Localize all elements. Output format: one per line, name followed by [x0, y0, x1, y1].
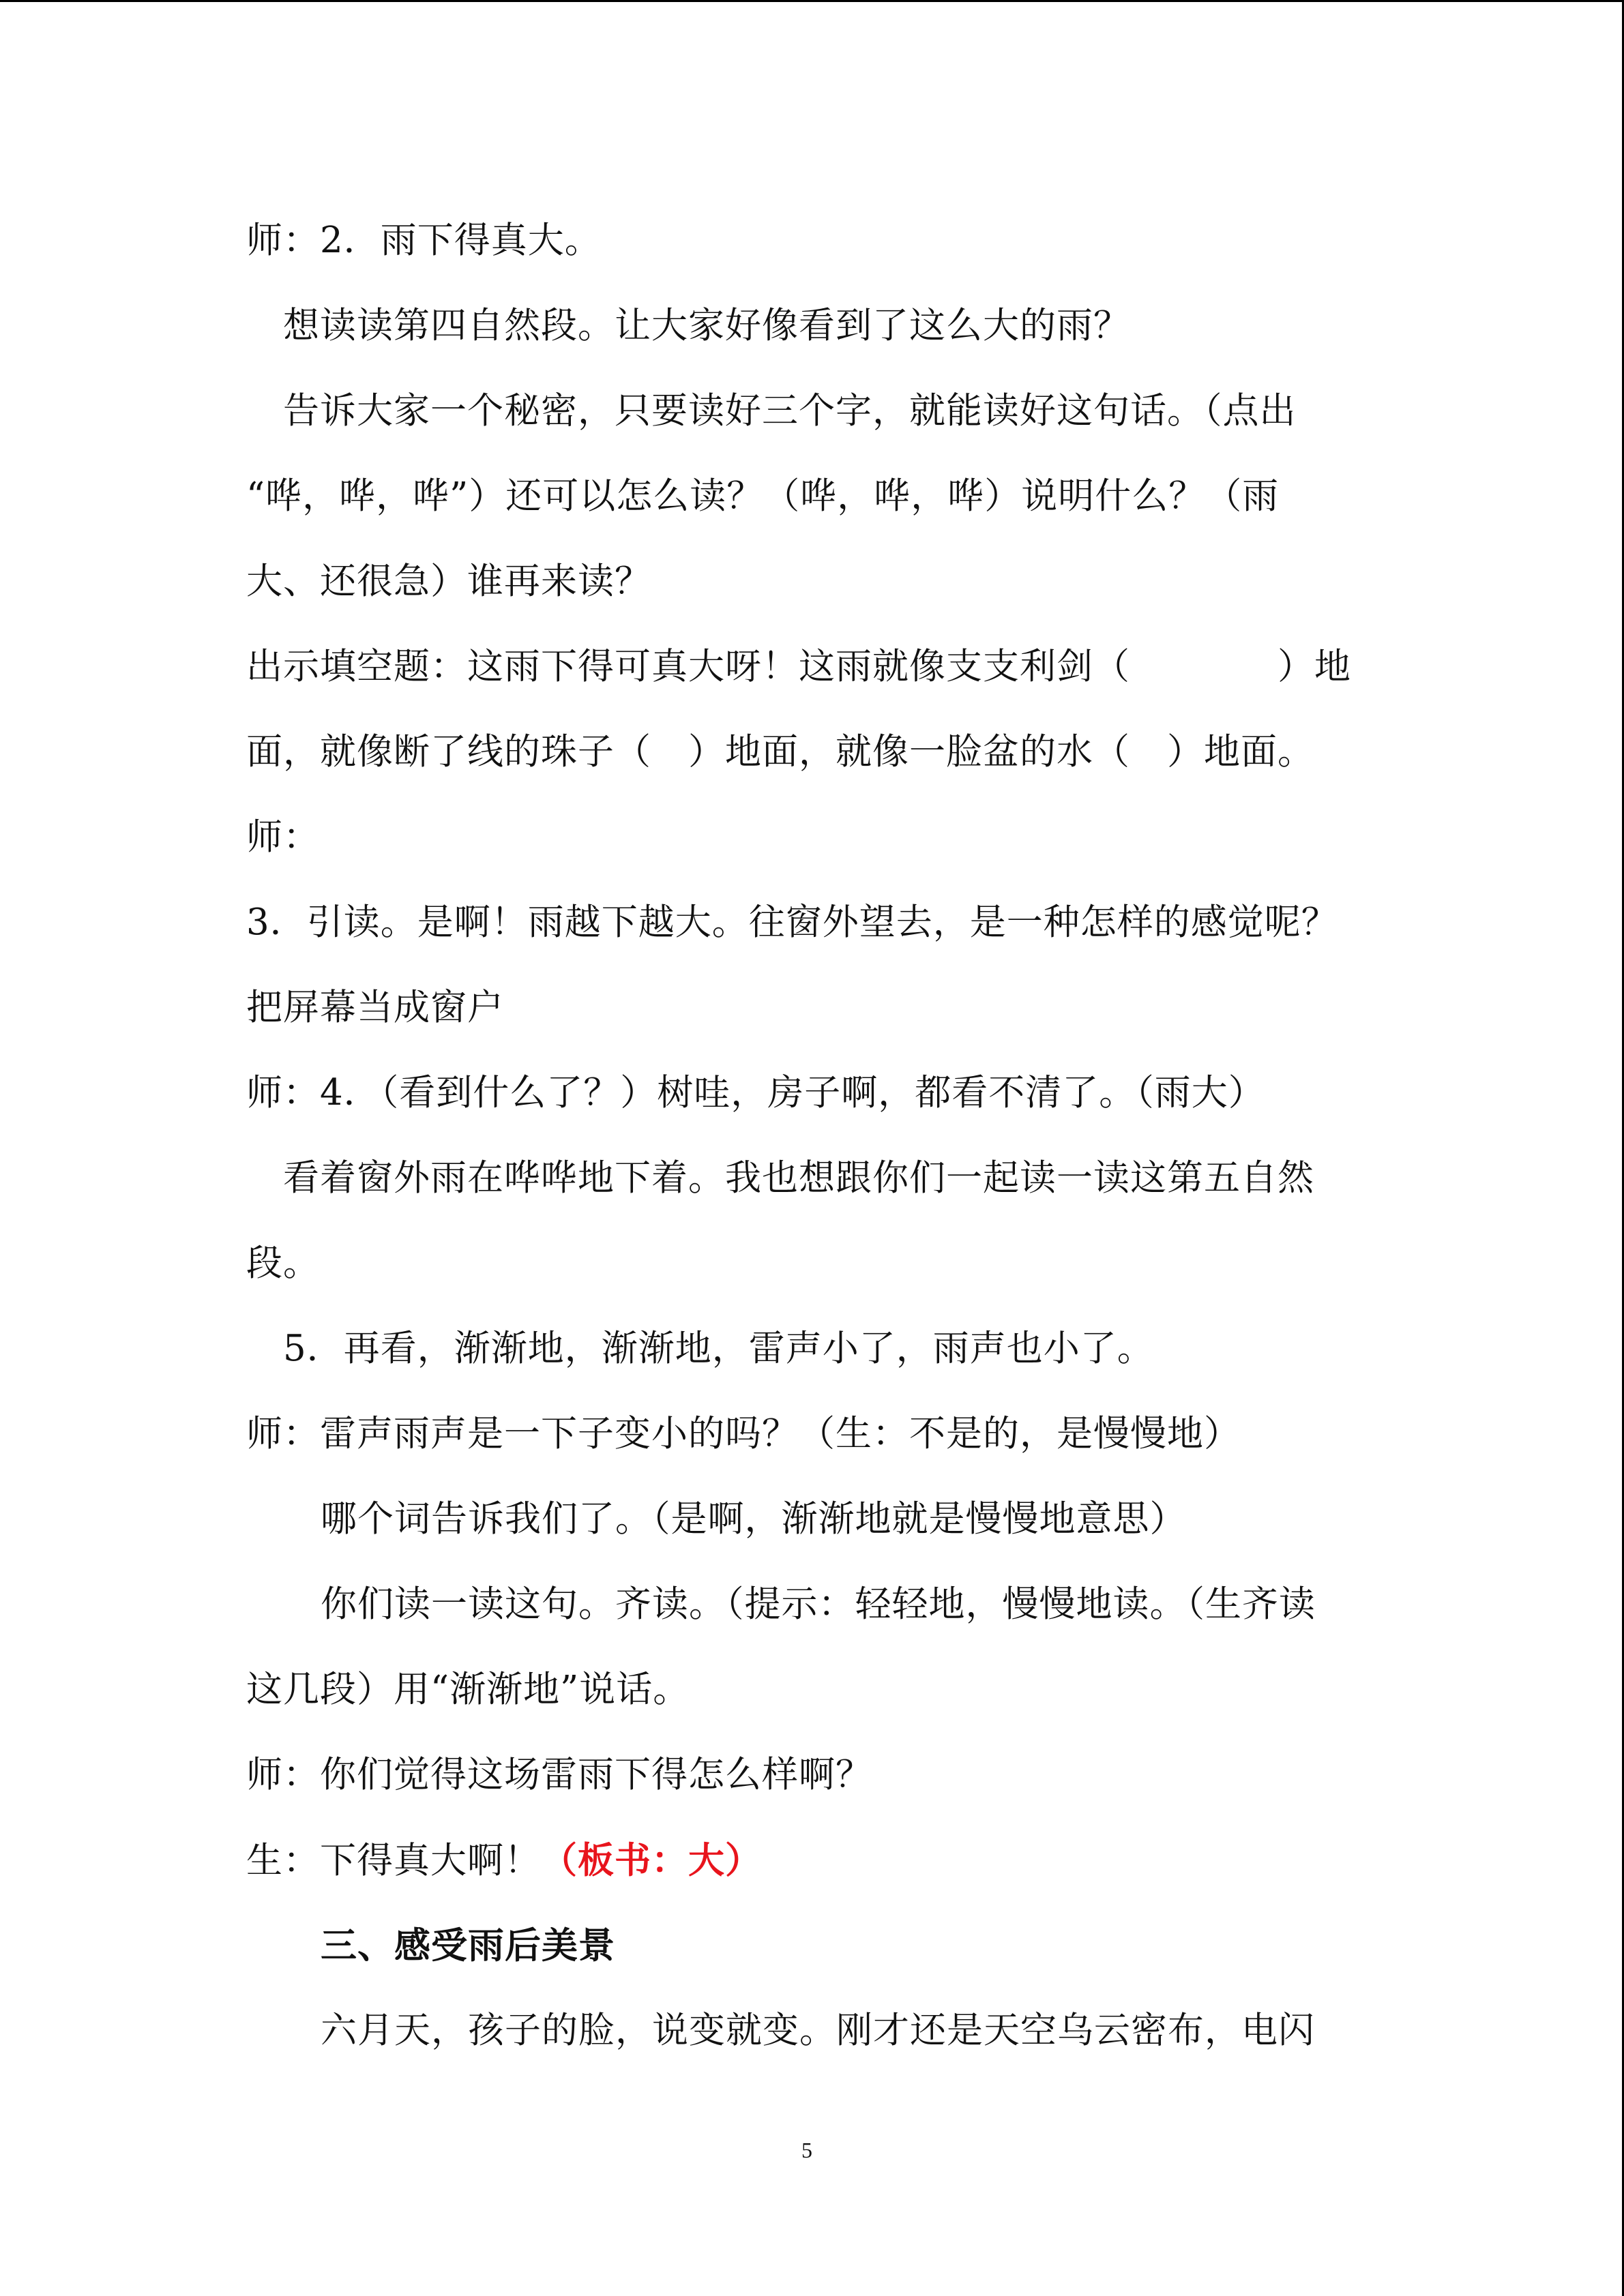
section-heading: 三、感受雨后美景 [321, 1924, 615, 1967]
text-line: 出示填空题：这雨下得可真大呀！这雨就像支支利剑（ ）地 [246, 646, 1351, 687]
text-line: 看着窗外雨在哗哗地下着。我也想跟你们一起读一读这第五自然 [283, 1157, 1314, 1199]
text-line: 大、还很急）谁再来读？ [246, 561, 651, 602]
text-line: 师：雷声雨声是一下子变小的吗？（生：不是的，是慢慢地） [246, 1413, 1241, 1455]
text-line: 把屏幕当成窗户 [246, 987, 504, 1028]
text-line: 师：2．雨下得真大。 [246, 220, 602, 261]
text-line: 告诉大家一个秘密，只要读好三个字，就能读好这句话。（点出 [283, 390, 1297, 432]
text-line: 5．再看，渐渐地，渐渐地，雷声小了，雨声也小了。 [283, 1328, 1154, 1369]
text-line: 师： [246, 816, 320, 858]
text-line: 想读读第四自然段。让大家好像看到了这么大的雨？ [283, 305, 1130, 346]
text-line: 这几段）用“渐渐地”说话。 [246, 1669, 690, 1710]
text-line: “哗，哗，哗”）还可以怎么读？（哗，哗，哗）说明什么？（雨 [246, 475, 1280, 517]
text-line: 哪个词告诉我们了。（是啊，渐渐地就是慢慢地意思） [321, 1498, 1187, 1540]
text-line: 3．引读。是啊！雨越下越大。往窗外望去，是一种怎样的感觉呢？ [246, 901, 1338, 943]
student-answer: 生：下得真大啊！ [246, 1840, 541, 1881]
text-line: 段。 [246, 1242, 320, 1284]
text-line: 你们读一读这句。齐读。（提示：轻轻地，慢慢地读。（生齐读 [321, 1583, 1316, 1625]
text-line: 六月天，孩子的脸，说变就变。刚才还是天空乌云密布，电闪 [321, 2010, 1315, 2051]
text-line: 面，就像断了线的珠子（ ）地面，就像一脸盆的水（ ）地面。 [246, 731, 1314, 773]
text-line: 师：你们觉得这场雷雨下得怎么样啊？ [246, 1754, 872, 1795]
page-number: 5 [801, 2138, 812, 2162]
text-line-with-board-note [246, 1838, 762, 1883]
board-note: （板书：大） [541, 1839, 762, 1881]
text-line: 师：4．（看到什么了？）树哇，房子啊，都看不清了。（雨大） [246, 1072, 1265, 1114]
